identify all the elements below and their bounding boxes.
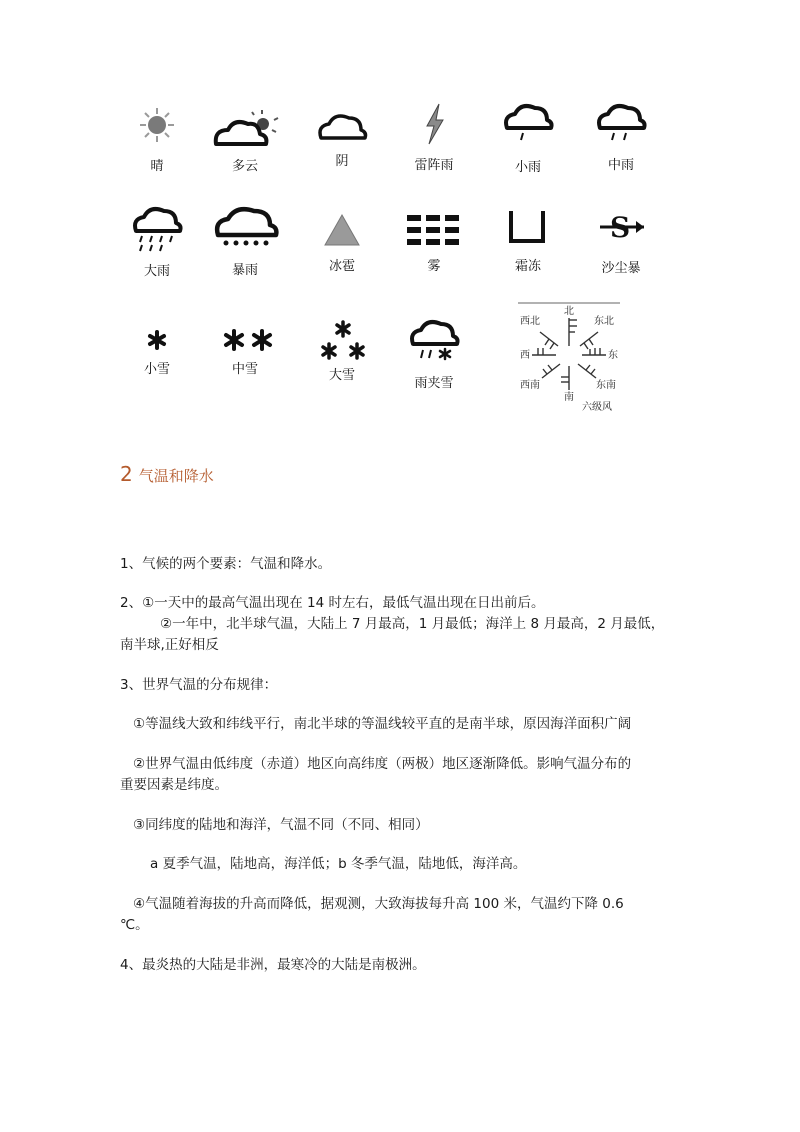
paragraph-3-3ab: a 夏季气温，陆地高，海洋低；b 冬季气温，陆地低，海洋高。 [150, 856, 527, 872]
heavy-snow-icon [297, 318, 387, 368]
symbol-sleet [389, 318, 479, 408]
paragraph-2a: 2、①一天中的最高气温出现在 14 时左右，最低气温出现在日出前后。 [120, 595, 545, 611]
sandstorm-icon [576, 205, 666, 255]
fog-icon [389, 205, 479, 255]
paragraph-1: 1、气候的两个要素：气温和降水。 [120, 556, 332, 572]
wind-caption: 六级风 [582, 402, 612, 413]
sun-icon [112, 100, 202, 150]
symbol-rainstorm [200, 205, 290, 295]
paragraph-3: 3、世界气温的分布规律： [120, 677, 278, 693]
paragraph-3-2b: 重要因素是纬度。 [120, 777, 228, 793]
paragraph-3-4a: ④气温随着海拔的升高而降低，据观测，大致海拔每升高 100 米，气温约下降 0.6 [133, 896, 624, 912]
wind-northeast: 东北 [594, 316, 614, 327]
wind-east: 东 [608, 350, 618, 361]
label-heavy-rain: 大雨 [143, 264, 170, 279]
section-number: 2 [120, 462, 133, 486]
label-sleet: 雨夹雪 [414, 376, 454, 391]
label-overcast: 阴 [335, 154, 349, 169]
label-sunny: 晴 [150, 159, 164, 174]
paragraph-4: 4、最炎热的大陆是非洲，最寒冷的大陆是南极洲。 [120, 957, 426, 973]
symbol-hail [297, 205, 387, 295]
label-cloudy: 多云 [231, 159, 258, 174]
wind-north: 北 [564, 306, 574, 317]
wind-south: 南 [564, 392, 574, 403]
symbol-sunny [112, 100, 202, 190]
light-rain-icon [483, 98, 573, 148]
symbol-moderate-snow [200, 318, 290, 408]
paragraph-2c: 南半球,正好相反 [120, 637, 219, 653]
label-light-snow: 小雪 [143, 362, 170, 377]
label-light-rain: 小雨 [514, 160, 541, 175]
label-heavy-snow: 大雪 [328, 368, 355, 383]
symbol-frost [483, 205, 573, 295]
frost-icon [483, 205, 573, 255]
symbol-moderate-rain [576, 98, 666, 188]
symbol-light-snow [112, 318, 202, 408]
paragraph-3-1: ①等温线大致和纬线平行，南北半球的等温线较平直的是南半球，原因海洋面积广阔 [133, 716, 632, 732]
light-snow-icon [112, 318, 202, 358]
wind-west: 西 [520, 350, 530, 361]
svg-text:S: S [610, 211, 631, 244]
paragraph-2b: ②一年中，北半球气温，大陆上 7 月最高，1 月最低；海洋上 8 月最高，2 月最低， [160, 616, 665, 632]
label-thunder-shower: 雷阵雨 [414, 158, 454, 173]
symbol-cloudy [200, 100, 290, 190]
wind-northwest: 西北 [520, 316, 540, 327]
paragraph-3-2a: ②世界气温由低纬度（赤道）地区向高纬度（两极）地区逐渐降低。影响气温分布的 [133, 756, 632, 772]
symbol-thunder-shower [389, 98, 479, 188]
symbol-heavy-rain [112, 205, 202, 295]
sleet-icon [389, 318, 479, 368]
wind-southeast: 东南 [596, 380, 616, 391]
moderate-rain-icon [576, 98, 666, 148]
symbol-light-rain [483, 98, 573, 188]
label-hail: 冰雹 [328, 259, 355, 274]
label-rainstorm: 暴雨 [231, 263, 258, 278]
symbol-heavy-snow [297, 318, 387, 408]
moderate-snow-icon [200, 318, 290, 358]
symbol-fog [389, 205, 479, 295]
heavy-rain-icon [112, 205, 202, 255]
label-frost: 霜冻 [514, 259, 541, 274]
label-moderate-snow: 中雪 [231, 362, 258, 377]
hail-triangle-icon [297, 205, 387, 255]
rainstorm-icon [200, 205, 290, 255]
section-title: 气温和降水 [138, 467, 214, 485]
label-moderate-rain: 中雨 [607, 158, 634, 173]
cloud-icon [297, 98, 387, 148]
label-fog: 雾 [427, 259, 441, 274]
paragraph-3-3: ③同纬度的陆地和海洋，气温不同（不同、相同） [133, 817, 429, 833]
wind-direction-diagram [514, 300, 624, 412]
symbol-overcast [297, 98, 387, 188]
wind-southwest: 西南 [520, 380, 540, 391]
paragraph-3-4b: ℃。 [120, 917, 149, 933]
lightning-icon [389, 98, 479, 148]
symbol-sandstorm [576, 205, 666, 295]
partly-cloudy-icon [200, 100, 290, 150]
section-heading [120, 462, 214, 486]
label-sandstorm: 沙尘暴 [601, 261, 641, 276]
